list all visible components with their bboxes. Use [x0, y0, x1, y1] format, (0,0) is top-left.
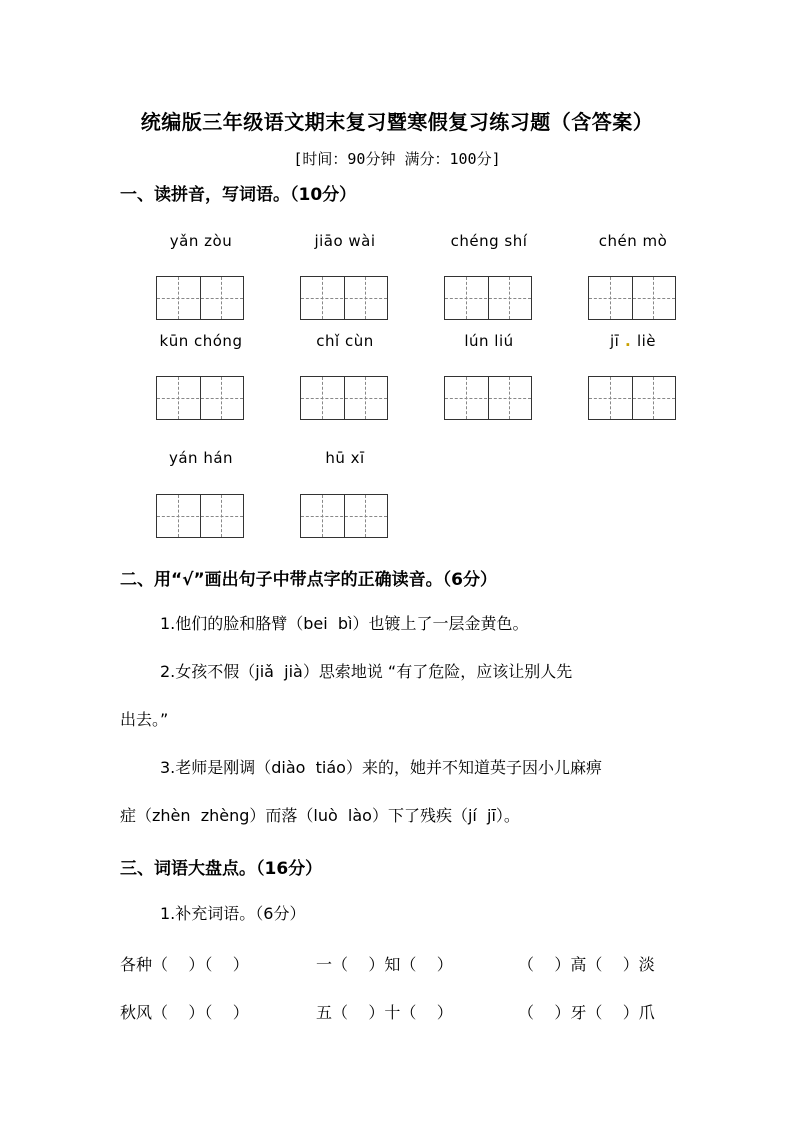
writing-grid[interactable]	[156, 376, 244, 420]
writing-grid[interactable]	[300, 276, 388, 320]
writing-grid[interactable]	[588, 376, 676, 420]
pinyin-label: chéng shí	[450, 232, 528, 250]
question-2-2-line1: 2.女孩不假（jiǎ jià）思索地说 “有了危险，应该让别人先	[160, 662, 573, 681]
pinyin-label: yǎn zòu	[169, 232, 233, 250]
page-title: 统编版三年级语文期末复习暨寒假复习练习题（含答案）	[140, 110, 654, 134]
writing-grid[interactable]	[156, 494, 244, 538]
question-2-3-line1: 3.老师是刚调（diào tiáo）来的，她并不知道英子因小儿麻痹	[160, 758, 602, 777]
grid-guide-horizontal	[445, 298, 531, 299]
pinyin-syllable: jī	[609, 332, 620, 350]
grid-guide-horizontal	[157, 516, 243, 517]
writing-grid[interactable]	[444, 276, 532, 320]
grid-guide-horizontal	[445, 398, 531, 399]
writing-grid[interactable]	[588, 276, 676, 320]
pinyin-label: jiāo wài	[314, 232, 376, 250]
pinyin-syllable: liè	[636, 332, 657, 350]
pinyin-label: yán hán	[168, 449, 234, 467]
section-3-sub-1: 1.补充词语。（6分）	[160, 904, 306, 923]
grid-guide-horizontal	[589, 298, 675, 299]
question-2-1: 1.他们的脸和胳臂（bei bì）也镀上了一层金黄色。	[160, 614, 529, 633]
section-3-heading: 三、词语大盘点。（16分）	[120, 859, 323, 879]
fill-item: 一（ ）知（ ）	[316, 955, 453, 974]
grid-guide-horizontal	[301, 516, 387, 517]
pinyin-label: hū xī	[325, 449, 365, 467]
section-1-heading: 一、读拼音，写词语。（10分）	[120, 185, 357, 205]
grid-guide-horizontal	[301, 298, 387, 299]
question-2-2-line2: 出去。”	[120, 710, 169, 729]
pinyin-label	[573, 332, 693, 350]
section-2-heading: 二、用“√”画出句子中带点字的正确读音。（6分）	[120, 570, 498, 590]
pinyin-label: chǐ cùn	[316, 332, 374, 350]
writing-grid[interactable]	[444, 376, 532, 420]
fill-item: （ ）牙（ ）爪	[518, 1003, 655, 1022]
writing-grid[interactable]	[300, 376, 388, 420]
emphasis-dot: .	[619, 332, 637, 350]
writing-grid[interactable]	[156, 276, 244, 320]
exam-meta: [时间：90分钟 满分：100分]	[293, 150, 501, 168]
pinyin-label: chén mò	[598, 232, 668, 250]
grid-guide-horizontal	[589, 398, 675, 399]
question-2-3-line2: 症（zhèn zhèng）而落（luò lào）下了残疾（jí jī）。	[120, 806, 520, 825]
fill-item: 各种（ ）（ ）	[120, 955, 249, 974]
fill-item: 秋风（ ）（ ）	[120, 1003, 249, 1022]
grid-guide-horizontal	[157, 298, 243, 299]
fill-item: 五（ ）十（ ）	[316, 1003, 453, 1022]
writing-grid[interactable]	[300, 494, 388, 538]
grid-guide-horizontal	[157, 398, 243, 399]
pinyin-label: kūn chóng	[159, 332, 243, 350]
pinyin-label: lún liú	[464, 332, 514, 350]
grid-guide-horizontal	[301, 398, 387, 399]
fill-item: （ ）高（ ）淡	[518, 955, 655, 974]
